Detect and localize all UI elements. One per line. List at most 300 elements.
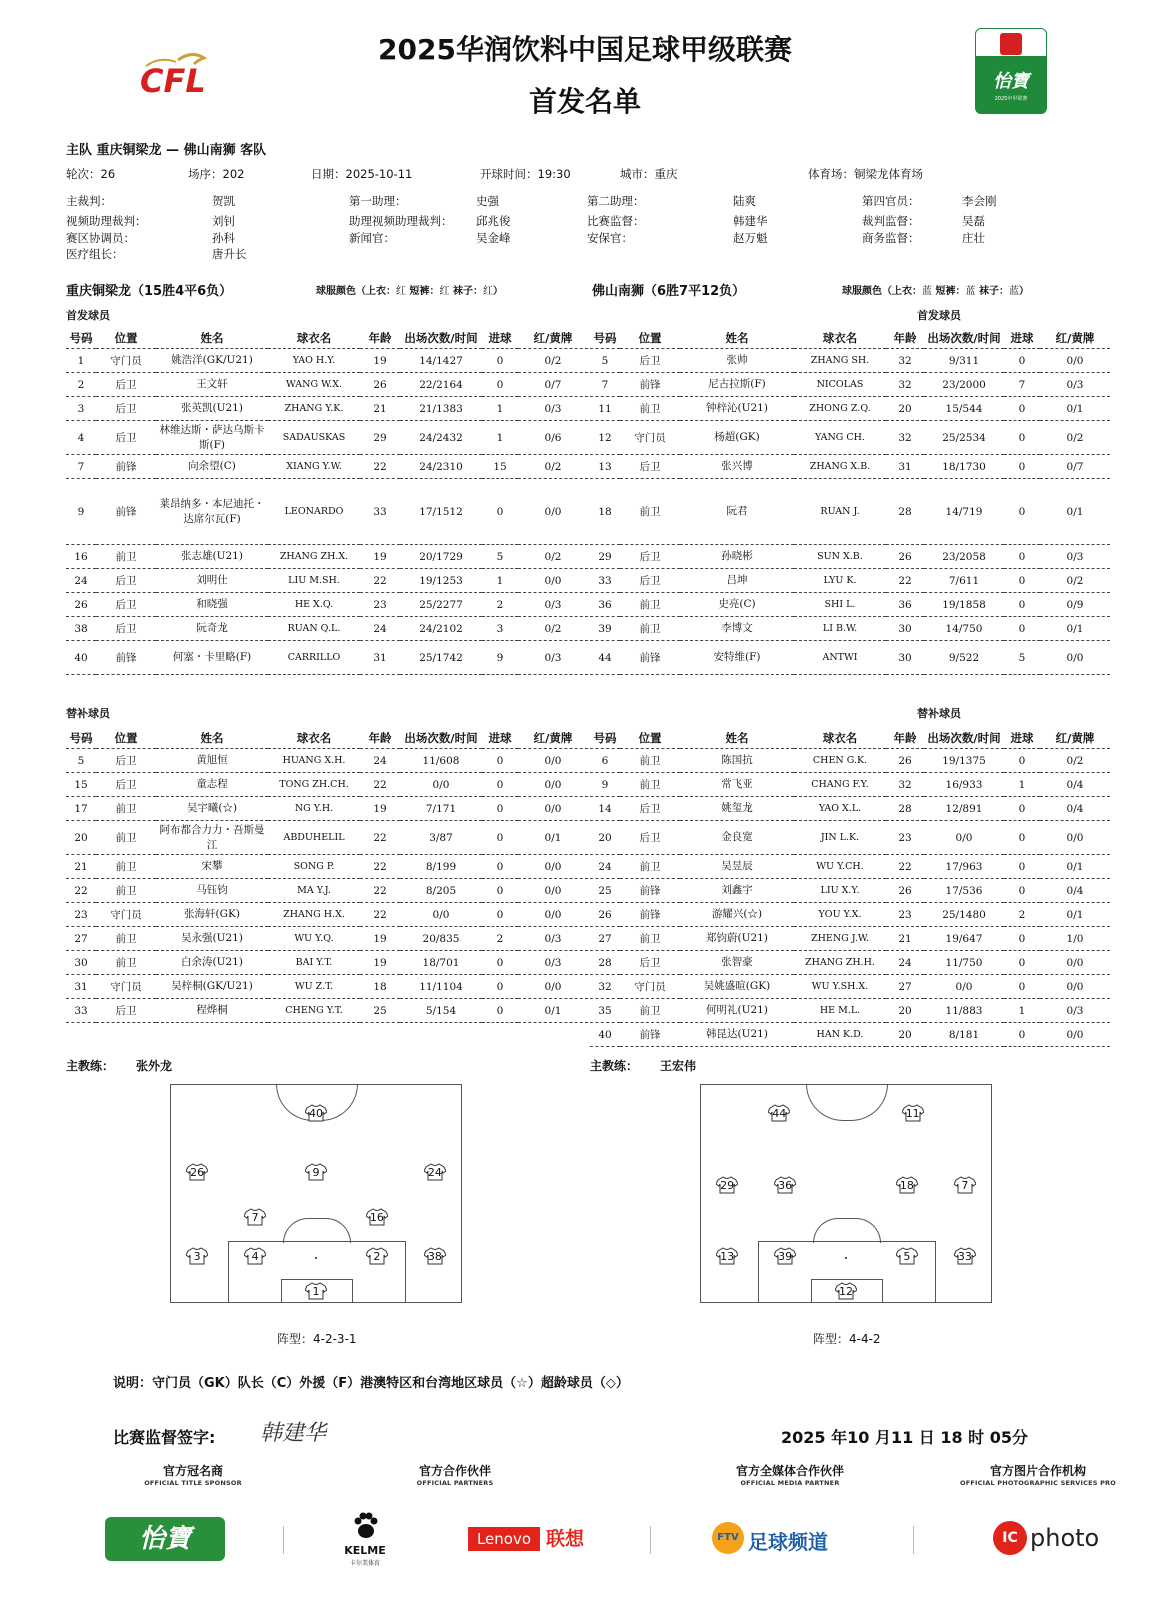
table-cell: 14/719 [924,479,1004,545]
table-cell: 22 [360,855,400,879]
table-cell: 0 [1004,821,1040,855]
table-row [590,593,1110,617]
table-cell: 0 [1004,455,1040,479]
table-cell: 常飞亚 [680,773,794,797]
table-cell: 0/0 [518,975,588,999]
table-cell: 后卫 [620,455,680,479]
player-shirt [366,1208,388,1226]
table-cell: 0/7 [518,373,588,397]
table-cell: 0/0 [518,569,588,593]
match-no: 场序：202 [188,167,245,181]
ftv-logo: FTV [712,1522,744,1554]
table-row [66,421,588,455]
table-cell: 9 [590,773,620,797]
table-cell: 44 [590,641,620,675]
table-cell: 何塞・卡里略(F) [156,641,268,675]
table-cell: 8/199 [400,855,482,879]
table-cell: 童志程 [156,773,268,797]
table-cell: 1 [482,569,518,593]
player-shirt [424,1163,446,1181]
table-cell: 前卫 [96,797,156,821]
table-cell: 0/4 [1040,797,1110,821]
table-cell: 32 [886,373,924,397]
table-cell: 3 [66,397,96,421]
table-row [590,975,1110,999]
table-cell: 前卫 [620,397,680,421]
table-cell: 22 [360,455,400,479]
table-cell: 40 [590,1023,620,1047]
table-cell: 0 [1004,397,1040,421]
table-cell: 13 [590,455,620,479]
table-cell: 8/205 [400,879,482,903]
table-cell: 前卫 [96,855,156,879]
table-cell: 31 [66,975,96,999]
player-shirt [954,1247,976,1265]
table-row [66,569,588,593]
table-row [66,879,588,903]
table-cell: WANG W.X. [268,373,360,397]
table-cell: 25 [360,999,400,1023]
table-cell: 19 [360,927,400,951]
column-header: 年龄 [886,328,924,349]
official-role: 主裁判： [66,194,112,208]
player-number: 29 [720,1178,735,1192]
table-cell: 前锋 [620,373,680,397]
table-cell: 吴梓桐(GK/U21) [156,975,268,999]
table-cell: 0/1 [1040,397,1110,421]
column-header: 红/黄牌 [1040,728,1110,749]
table-cell: 向余望(C) [156,455,268,479]
table-row [590,855,1110,879]
table-cell: 2 [1004,903,1040,927]
player-shirt [774,1176,796,1194]
table-cell: 0 [482,797,518,821]
official-name: 孙科 [212,231,235,245]
table-cell: 19/1253 [400,569,482,593]
table-cell: 18 [360,975,400,999]
official-name: 贺凯 [212,194,235,208]
table-cell: 22/2164 [400,373,482,397]
ic-logo: IC [993,1521,1027,1555]
table-cell: 后卫 [96,593,156,617]
player-shirt [186,1247,208,1265]
table-cell: 0 [1004,879,1040,903]
table-cell: 后卫 [96,617,156,641]
table-cell: 刘明仕 [156,569,268,593]
table-cell: 18/701 [400,951,482,975]
table-cell: 19 [360,349,400,373]
table-row [66,773,588,797]
table-cell: 0/3 [518,397,588,421]
table-cell: 23/2000 [924,373,1004,397]
column-header: 号码 [66,728,96,749]
table-row [590,479,1110,545]
table-row [590,879,1110,903]
table-cell: 23/2058 [924,545,1004,569]
paw-icon [352,1512,380,1540]
table-row [590,903,1110,927]
table-cell: 0/2 [518,617,588,641]
table-cell: 33 [360,479,400,545]
table-cell: 23 [886,903,924,927]
table-cell: 24 [360,749,400,773]
table-cell: HE M.L. [794,999,886,1023]
table-row [590,349,1110,373]
table-cell: 张智豪 [680,951,794,975]
official-name: 李会刚 [962,194,997,208]
table-cell: JIN L.K. [794,821,886,855]
table-cell: 32 [590,975,620,999]
table-cell: 20 [886,1023,924,1047]
table-cell: 26 [590,903,620,927]
table-header-row [590,728,1110,749]
table-cell: 9 [482,641,518,675]
column-header: 位置 [620,328,680,349]
teams-line: 主队 重庆铜梁龙 — 佛山南狮 客队 [66,143,267,158]
player-shirt [774,1247,796,1265]
table-row [66,545,588,569]
official-role: 比赛监督： [587,214,645,228]
penalty-arc [283,1218,351,1243]
away-formation-pitch [700,1084,992,1303]
table-cell: 吴宇曦(☆) [156,797,268,821]
lenovo-logo: Lenovo [468,1527,540,1551]
official-name: 唐升长 [212,247,247,261]
table-cell: 15/544 [924,397,1004,421]
table-row [66,373,588,397]
table-cell: 25 [590,879,620,903]
table-cell: 黄旭恒 [156,749,268,773]
table-cell: 李博文 [680,617,794,641]
ftv-logo-name: 足球频道 [748,1530,828,1554]
table-cell: 25/2277 [400,593,482,617]
official-name: 吴磊 [962,214,985,228]
table-cell: 1 [1004,999,1040,1023]
table-cell: ZHONG Z.Q. [794,397,886,421]
table-cell: 阿布都合力力・吾斯曼江 [156,821,268,855]
table-cell: 孙晓彬 [680,545,794,569]
table-cell: 5 [1004,641,1040,675]
table-row [66,479,588,545]
table-cell: 16 [66,545,96,569]
table-cell: 32 [886,421,924,455]
table-row [590,951,1110,975]
table-cell: LIU X.Y. [794,879,886,903]
player-number: 16 [369,1211,384,1225]
column-header: 姓名 [156,328,268,349]
table-cell: 38 [66,617,96,641]
table-cell: RUAN Q.L. [268,617,360,641]
table-cell: 0 [1004,797,1040,821]
table-cell: 后卫 [96,569,156,593]
table-cell: 前卫 [620,927,680,951]
table-cell: ZHANG SH. [794,349,886,373]
table-cell: 0/4 [1040,879,1110,903]
table-cell: 0 [1004,927,1040,951]
table-cell: ZHANG H.X. [268,903,360,927]
table-cell: 0/1 [1040,479,1110,545]
table-cell: ZHANG ZH.X. [268,545,360,569]
column-header: 进球 [482,728,518,749]
table-cell: 守门员 [96,903,156,927]
table-cell: 2 [66,373,96,397]
table-cell: 0 [1004,349,1040,373]
table-cell: WU Y.CH. [794,855,886,879]
column-header: 红/黄牌 [1040,328,1110,349]
table-cell: 5 [482,545,518,569]
player-number: 39 [778,1250,793,1264]
table-cell: 1 [482,421,518,455]
table-cell: 24/2432 [400,421,482,455]
table-cell: 26 [886,879,924,903]
away-kit-colors: 球服颜色（上衣：蓝 短裤：蓝 袜子：蓝） [842,286,1029,297]
table-row [590,641,1110,675]
table-row [66,749,588,773]
table-cell: 守门员 [96,349,156,373]
table-cell: 前卫 [620,617,680,641]
table-cell: 36 [590,593,620,617]
table-cell: 0 [1004,749,1040,773]
table-cell: 5/154 [400,999,482,1023]
official-name: 庄壮 [962,231,985,245]
column-header: 姓名 [156,728,268,749]
home-subs-label: 替补球员 [66,707,110,720]
table-cell: YANG CH. [794,421,886,455]
column-header: 出场次数/时间 [400,328,482,349]
table-cell: 史亮(C) [680,593,794,617]
table-cell: 20 [886,999,924,1023]
table-cell: 后卫 [620,349,680,373]
table-cell: 0/3 [518,641,588,675]
table-cell: 前卫 [620,999,680,1023]
table-cell: 0 [482,349,518,373]
table-cell: 26 [360,373,400,397]
table-cell: 1/0 [1040,927,1110,951]
table-cell: 后卫 [620,545,680,569]
table-cell: 刘鑫宇 [680,879,794,903]
table-cell: 0/0 [518,855,588,879]
table-cell: 0 [482,479,518,545]
player-shirt [716,1247,738,1265]
yibao-logo: 怡寶 [105,1517,225,1561]
table-cell: 22 [360,903,400,927]
table-cell: 0 [482,855,518,879]
table-cell: 11/608 [400,749,482,773]
table-cell: 0/3 [1040,545,1110,569]
player-number: 1 [312,1285,320,1299]
table-cell: 0/3 [1040,999,1110,1023]
table-cell: 1 [482,397,518,421]
table-cell: 张帅 [680,349,794,373]
table-cell: 18/1730 [924,455,1004,479]
table-cell: 0/0 [400,903,482,927]
table-row [66,349,588,373]
official-name: 吴金峰 [476,231,511,245]
home-formation-pitch [170,1084,462,1303]
table-cell: 17/963 [924,855,1004,879]
table-cell: 0/1 [1040,903,1110,927]
table-cell: 守门员 [620,421,680,455]
table-cell: ABDUHELIL [268,821,360,855]
table-row [590,373,1110,397]
column-header: 位置 [620,728,680,749]
table-cell: LYU K. [794,569,886,593]
table-cell: 0/0 [518,749,588,773]
table-cell: HAN K.D. [794,1023,886,1047]
official-role: 医疗组长： [66,247,124,261]
table-cell: 马钰钧 [156,879,268,903]
table-cell: 0/4 [1040,773,1110,797]
table-cell: 郑钧蔚(U21) [680,927,794,951]
table-cell: 金良宽 [680,821,794,855]
table-header-row [66,328,588,349]
official-role: 第四官员： [862,194,920,208]
official-name: 赵万魁 [733,231,768,245]
player-shirt [902,1104,924,1122]
table-cell: 5 [66,749,96,773]
table-cell: 3 [482,617,518,641]
table-cell: 19/647 [924,927,1004,951]
table-cell: 0/9 [1040,593,1110,617]
table-cell: 程烨桐 [156,999,268,1023]
table-cell: 28 [886,479,924,545]
table-row [590,569,1110,593]
city: 城市：重庆 [620,167,678,181]
table-cell: 前卫 [96,927,156,951]
table-cell: YAO H.Y. [268,349,360,373]
table-cell: 19 [360,951,400,975]
table-cell: 0/0 [1040,349,1110,373]
table-cell: 11/883 [924,999,1004,1023]
table-cell: 24 [886,951,924,975]
table-cell: 26 [886,749,924,773]
table-cell: 0/3 [518,951,588,975]
table-cell: 30 [886,641,924,675]
table-cell: 张海轩(GK) [156,903,268,927]
table-cell: 0 [482,951,518,975]
table-cell: 25/1742 [400,641,482,675]
table-cell: 0 [1004,593,1040,617]
table-cell: 1 [1004,773,1040,797]
player-number: 36 [778,1178,793,1192]
official-name: 邱兆俊 [476,214,511,228]
table-row [66,903,588,927]
table-cell: 0/1 [1040,617,1110,641]
table-cell: 24 [590,855,620,879]
table-cell: WU Z.T. [268,975,360,999]
table-row [590,617,1110,641]
table-cell: 17/1512 [400,479,482,545]
table-cell: ZHANG ZH.H. [794,951,886,975]
table-cell: 0/0 [924,821,1004,855]
official-name: 韩建华 [733,214,768,228]
table-cell: 31 [886,455,924,479]
table-cell: 21 [886,927,924,951]
home-starters-label: 首发球员 [66,309,110,322]
table-cell: TONG ZH.CH. [268,773,360,797]
table-cell: 0/2 [1040,569,1110,593]
table-cell: HE X.Q. [268,593,360,617]
column-header: 年龄 [360,328,400,349]
table-cell: 后卫 [96,421,156,455]
player-shirt [716,1176,738,1194]
column-header: 进球 [1004,328,1040,349]
ic-photo-logo: photo [1030,1524,1100,1552]
table-row [590,773,1110,797]
player-number: 18 [899,1178,914,1192]
divider [283,1526,284,1554]
table-cell: 0/0 [518,773,588,797]
table-cell: 15 [66,773,96,797]
official-role: 视频助理裁判： [66,214,147,228]
player-shirt [305,1163,327,1181]
table-cell: 宋攀 [156,855,268,879]
table-cell: 25/2534 [924,421,1004,455]
table-row [590,421,1110,455]
table-cell: 后卫 [96,999,156,1023]
column-header: 位置 [96,728,156,749]
table-cell: 20/1729 [400,545,482,569]
player-shirt [305,1104,327,1122]
table-cell: WU Y.Q. [268,927,360,951]
table-cell: 姚玺龙 [680,797,794,821]
table-cell: 17/536 [924,879,1004,903]
table-cell: 何明礼(U21) [680,999,794,1023]
player-shirt [244,1247,266,1265]
table-row [590,397,1110,421]
player-number: 3 [193,1250,201,1264]
player-shirt [835,1282,857,1300]
table-cell: CARRILLO [268,641,360,675]
table-cell: 0/2 [1040,749,1110,773]
table-row [66,593,588,617]
table-cell: 0 [1004,569,1040,593]
table-cell: 18 [590,479,620,545]
table-header-row [590,328,1110,349]
column-header: 红/黄牌 [518,328,588,349]
table-cell: 15 [482,455,518,479]
table-cell: 前卫 [96,821,156,855]
table-cell: 0 [482,773,518,797]
sponsor-badge-text: 怡寶 [993,71,1029,92]
table-cell: 后卫 [620,797,680,821]
table-row [590,999,1110,1023]
table-cell: 29 [590,545,620,569]
table-cell: 姚浩洋(GK/U21) [156,349,268,373]
table-cell: 25/1480 [924,903,1004,927]
player-number: 9 [312,1165,320,1179]
table-cell: 钟梓沁(U21) [680,397,794,421]
column-header: 姓名 [680,728,794,749]
table-row [590,749,1110,773]
round: 轮次：26 [66,167,116,181]
table-cell: ZHANG X.B. [794,455,886,479]
table-cell: YOU Y.X. [794,903,886,927]
table-cell: 32 [886,773,924,797]
table-cell: LI B.W. [794,617,886,641]
table-row [66,951,588,975]
column-header: 号码 [66,328,96,349]
column-header: 球衣名 [794,728,886,749]
table-cell: 后卫 [96,749,156,773]
table-cell: 11/1104 [400,975,482,999]
sponsor-title-1: 官方冠名商 OFFICIAL TITLE SPONSOR [144,1464,242,1487]
table-cell: 张兴博 [680,455,794,479]
table-cell: 17 [66,797,96,821]
table-row [590,927,1110,951]
table-cell: 前卫 [620,855,680,879]
stadium: 体育场：铜梁龙体育场 [808,167,923,181]
